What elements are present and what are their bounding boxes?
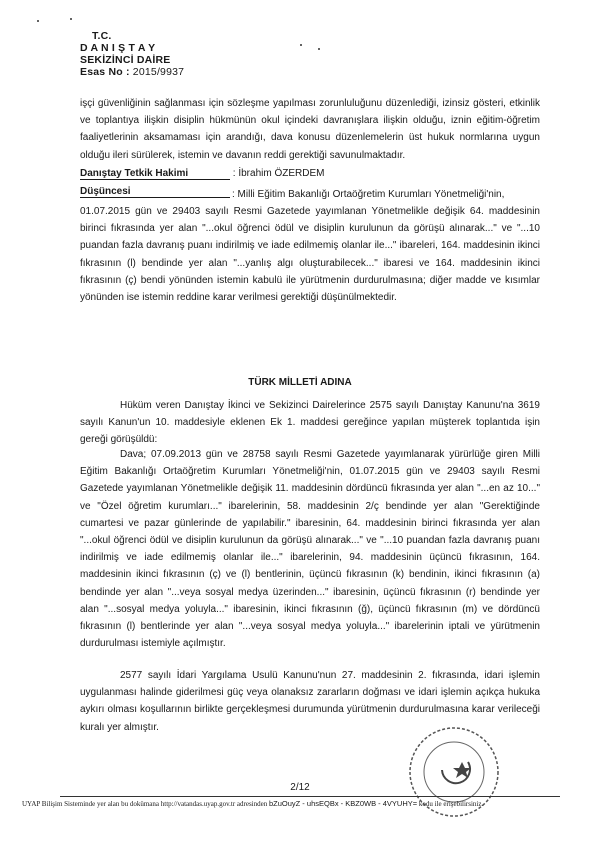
footer bbox=[22, 799, 582, 808]
esas-label: Esas No : bbox=[80, 66, 130, 78]
opinion-text: 01.07.2015 gün ve 29403 sayılı Resmi Gazetede yayımlanan Yönetmelikle değişik 64. maddesinin birinci fıkrasında yer alan "...okul öğrenci ödül ve disiplin kurulunun da görüşü alınarak..." ve "...10 puandan fazla davranış puanı indirilmiş ve iade edilmemiş olanlar ile..." ibareleri, 164. maddesinin ikinci fıkrasının (l) bendinde yer alan "...yanlış algı oluşturabilecek..." ibaresi ve 164. maddesinin ikinci fıkrasının (ç) bendi yönünden istemin kabulü ile yürütmenin durdurulmasına; diğer madde ve kısımlar yönünden ise istemin reddine karar verilmesi gerektiği düşünülmektedir. bbox=[80, 206, 540, 304]
section-heading: TÜRK MİLLETİ ADINA bbox=[248, 377, 352, 388]
paragraph-law: 2577 sayılı İdari Yargılama Usulü Kanunu'nun 27. maddesinin 2. fıkrasında, idari işlemin uygulanması halinde giderilmesi güç veya olanaksız zararların doğması ve idari işlemin açıkça hukuka aykırı olması koşullarının birlikte gerçekleşmesi durumunda yürütmenin durdurulmasına karar verileceği kuralı yer almıştır. bbox=[80, 670, 540, 733]
page-number: 2/12 bbox=[290, 782, 310, 793]
footer-prefix: UYAP Bilişim Sisteminde yer alan bu dokümana http://vatandas.uyap.gov.tr adresinden bbox=[22, 800, 268, 808]
paragraph-defense: işçi güvenliğinin sağlanması için sözleşme yapılması zorunluluğunu düzenlediği, izinsiz gösteri, etkinlik ve toplantıya ilişkin disiplin hükmünün okul içindeki davranışlara ilişkin olduğu, iznin eğitim-öğretim faaliyetlerinin aksamaması için arandığı, dava konusu düzenlemelerin üst hukuk normlarına uygun olduğu ileri sürülerek, istemin ve davanın reddi gerektiği savunulmaktadır. bbox=[80, 98, 540, 161]
header-chamber: SEKİZİNCİ DAİRE bbox=[80, 54, 171, 66]
footer-access-code: bZuOuyZ - uhsEQBx - KBZ0WB - 4VYUHY= bbox=[268, 799, 418, 808]
document-header bbox=[80, 30, 184, 78]
header-court: D A N I Ş T A Y bbox=[80, 42, 156, 54]
footer-suffix: kodu ile erişebilirsiniz. bbox=[418, 800, 484, 808]
opinion-label: Düşüncesi bbox=[80, 186, 230, 198]
judge-name: : İbrahim ÖZERDEM bbox=[232, 168, 325, 179]
judge-row bbox=[80, 168, 324, 180]
footer-divider bbox=[60, 796, 560, 797]
judge-label: Danıştay Tetkik Hakimi bbox=[80, 168, 230, 180]
opinion-first-line: : Milli Eğitim Bakanlığı Ortaöğretim Kurumları Yönetmeliği'nin, bbox=[232, 189, 505, 200]
header-esas bbox=[80, 66, 184, 78]
paragraph-case: Dava; 07.09.2013 gün ve 28758 sayılı Resmi Gazetede yayımlanarak yürürlüğe giren Milli Eğitim Bakanlığı Ortaöğretim Kurumları Yönetmeliği'nin, 01.07.2015 gün ve 29403 sayılı Resmi Gazetede yayımlanan Yönetmelikle değişik 11. maddesinin dördüncü fıkrasında yer alan "...en az 10..." ve "Özel öğretim kurumları..." ibarelerinin, 58. maddesinin 2/ç bendinde yer alan "Gerektiğinde cumartesi ve pazar günlerinde de yapılabilir." ibaresinin, 64. maddesinin birinci fıkrasında yer alan "...okul öğrenci ödül ve disiplin kurulunun da görüşü alınarak..." ve "...10 puandan fazla davranış puanı indirilmiş ve iade edilmemiş olanlar ile..." ibarelerinin, 94. maddesinin üçüncü fıkrasının, 164. maddesinin ikinci fıkrasının (ç) ve (l) bentlerinin, üçüncü fıkrasının (k) bendinin, ikinci fıkrasının (a) bendinde yer alan "...veya sosyal medya üzerinden..." ibaresinin, üçüncü fıkrasının (r) bendinde yer alan "...sosyal medya yoluyla..." ibaresinin, ikinci fıkrasının (ğ), üçüncü fıkrasının (m) ve dördüncü fıkrasının (l) bentlerinde yer alan "...veya sosyal medya yoluyla..." ibarelerinin iptali ve yürütmenin durdurulması istemiyle açılmıştır. bbox=[80, 449, 540, 650]
header-tc: T.C. bbox=[92, 30, 112, 42]
paragraph-meeting: Hüküm veren Danıştay İkinci ve Sekizinci Dairelerince 2575 sayılı Danıştay Kanunu'na 3619 sayılı Kanun'un 10. maddesiyle eklenen Ek 1. maddesi gereğince yapılan müşterek toplantıda işin gereği görüşüldü: bbox=[80, 400, 540, 446]
esas-number: 2015/9937 bbox=[132, 66, 185, 78]
